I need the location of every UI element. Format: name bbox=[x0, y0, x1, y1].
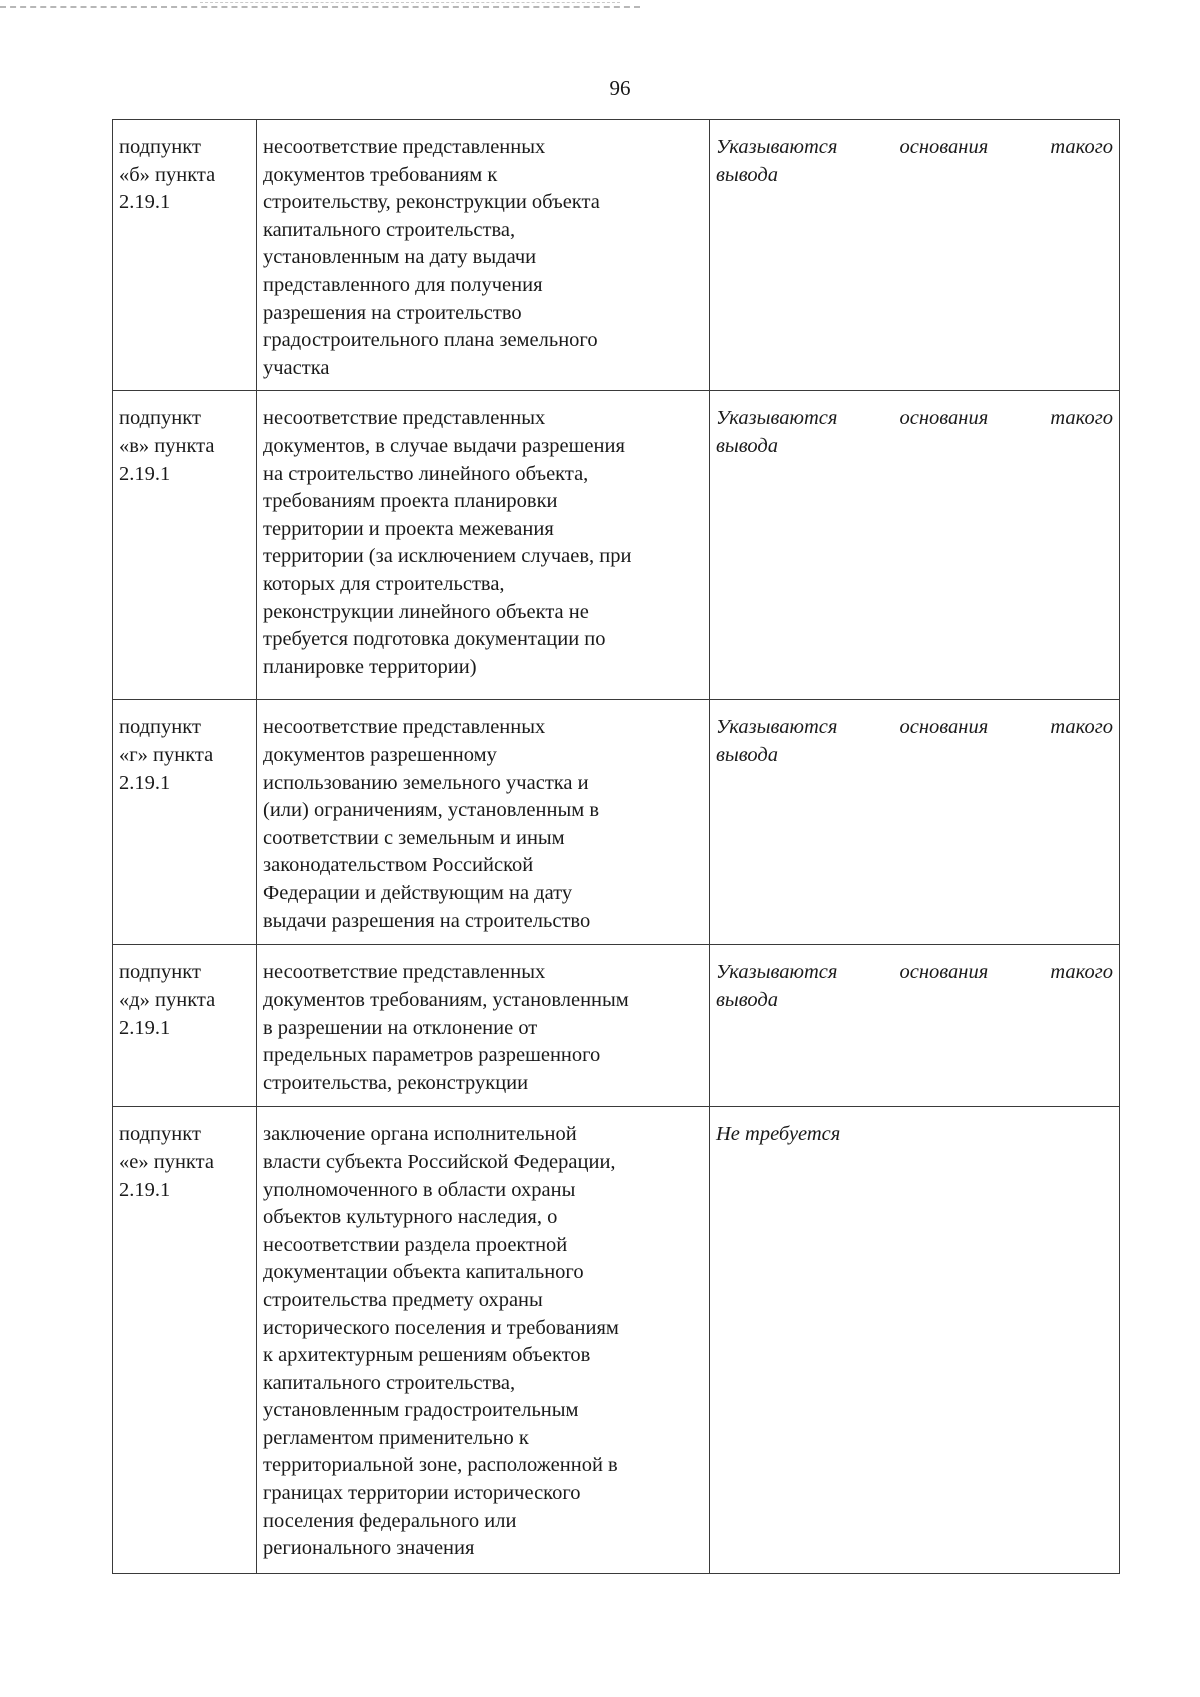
result-line bbox=[716, 1121, 1113, 1149]
result-tail: вывода bbox=[716, 743, 779, 766]
result-word: Указываются bbox=[716, 407, 838, 430]
row-result bbox=[710, 391, 1120, 700]
page-number: 96 bbox=[609, 76, 631, 100]
result-word: Указываются bbox=[716, 136, 838, 158]
scan-edge-artifact bbox=[0, 6, 640, 10]
result-word: основания bbox=[899, 716, 989, 739]
grounds-table bbox=[112, 119, 1120, 1574]
result-line bbox=[716, 134, 1113, 162]
result-word: основания bbox=[899, 961, 989, 984]
result-word: такого bbox=[1050, 136, 1113, 158]
result-word: Указываются bbox=[716, 961, 838, 984]
row-result bbox=[710, 120, 1120, 391]
result-word: такого bbox=[1050, 961, 1113, 984]
row-description: несоответствие представленных документов требованиям, установленным в разрешении на отклонение от предельных параметров разрешенного строительства, реконструкции bbox=[257, 945, 710, 1107]
row-description: несоответствие представленных документов разрешенному использованию земельного участка и (или) ограничениям, установленным в соответствии с земельным и иным законодательством Российской Федерации и действующим на дату выдачи разрешения на строительство bbox=[257, 700, 710, 945]
result-word: Указываются bbox=[716, 716, 838, 739]
result-tail: вывода bbox=[716, 988, 779, 1011]
row-description: несоответствие представленных документов, в случае выдачи разрешения на строительство линейного объекта, требованиям проекта планировки территории и проекта межевания территории (за исключением случаев, при которых для строительства, реконструкции линейного объекта не требуется подготовка документации по планировке территории) bbox=[257, 391, 710, 700]
result-tail: вывода bbox=[716, 163, 779, 186]
table-row bbox=[113, 700, 1120, 945]
row-reference: подпункт «д» пункта 2.19.1 bbox=[113, 945, 257, 1107]
row-result bbox=[710, 700, 1120, 945]
row-result bbox=[710, 945, 1120, 1107]
row-reference: подпункт «е» пункта 2.19.1 bbox=[113, 1107, 257, 1574]
row-reference: подпункт «в» пункта 2.19.1 bbox=[113, 391, 257, 700]
result-word: основания bbox=[899, 136, 989, 158]
result-word: такого bbox=[1050, 407, 1113, 430]
result-line bbox=[716, 714, 1113, 742]
row-reference: подпункт «г» пункта 2.19.1 bbox=[113, 700, 257, 945]
table-row bbox=[113, 391, 1120, 700]
result-tail: вывода bbox=[716, 434, 779, 457]
scan-edge-artifact-secondary bbox=[200, 2, 620, 5]
row-description: несоответствие представленных документов требованиям к строительству, реконструкции объекта капитального строительства, установленным на дату выдачи представленного для получения разрешения на строительство градостроительного плана земельного участка bbox=[257, 120, 710, 391]
row-reference: подпункт «б» пункта 2.19.1 bbox=[113, 120, 257, 391]
table-row bbox=[113, 120, 1120, 391]
result-word: основания bbox=[899, 407, 989, 430]
row-description: заключение органа исполнительной власти субъекта Российской Федерации, уполномоченного в области охраны объектов культурного наследия, о несоответствии раздела проектной документации объекта капитального строительства предмету охраны исторического поселения и требованиям к архитектурным решениям объектов капитального строительства, установленным градостроительным регламентом применительно к территориальной зоне, расположенной в границах территории исторического поселения федерального или регионального значения bbox=[257, 1107, 710, 1574]
table-row bbox=[113, 945, 1120, 1107]
row-result bbox=[710, 1107, 1120, 1574]
result-word: такого bbox=[1050, 716, 1113, 739]
table-row bbox=[113, 1107, 1120, 1574]
result-line bbox=[716, 959, 1113, 987]
result-line bbox=[716, 405, 1113, 433]
result-word: Не требуется bbox=[716, 1123, 841, 1146]
